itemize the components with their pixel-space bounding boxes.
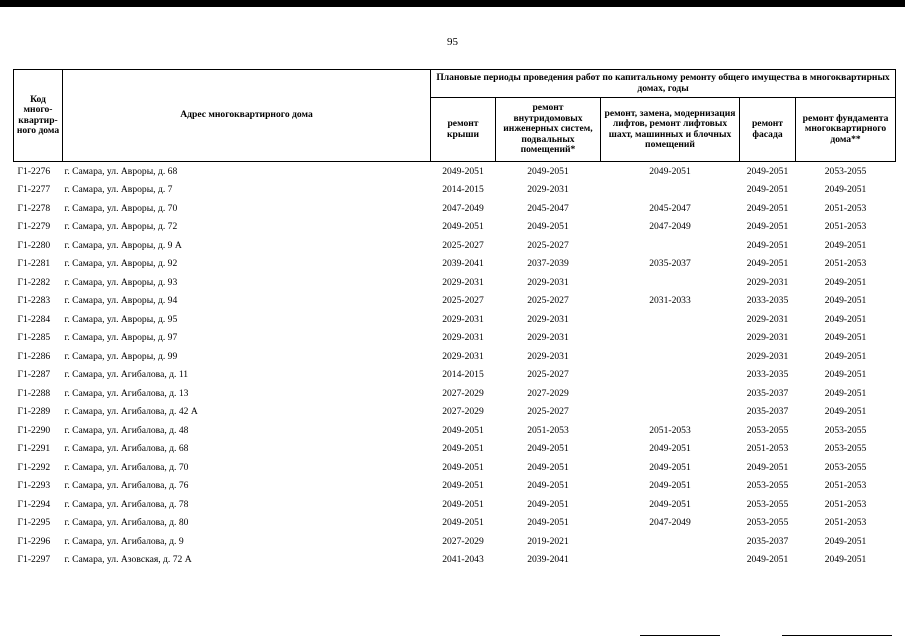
cell-code: Г1-2281	[17, 258, 51, 270]
cell-code: Г1-2277	[17, 184, 51, 196]
cell-foundation: 2051-2053	[824, 221, 867, 233]
cell-address: г. Самара, ул. Авроры, д. 99	[64, 350, 178, 362]
cell-elevators: 2031-2033	[649, 295, 691, 307]
cell-internal-systems: 2039-2041	[527, 554, 569, 566]
cell-elevators	[601, 403, 740, 422]
cell-foundation: 2049-2051	[824, 184, 867, 196]
table-body	[14, 162, 896, 570]
cell-code: Г1-2276	[17, 165, 51, 177]
cell-address: г. Самара, ул. Агибалова, д. 42 А	[64, 406, 198, 418]
cell-address: г. Самара, ул. Авроры, д. 92	[64, 258, 178, 270]
header-code: Код много-квартир-ного дома	[14, 70, 63, 162]
table-row	[14, 458, 896, 477]
cell-address: г. Самара, ул. Авроры, д. 93	[64, 276, 178, 288]
cell-internal-systems: 2025-2027	[527, 406, 569, 418]
cell-address: г. Самара, ул. Авроры, д. 9 А	[64, 239, 182, 251]
header-foundation: ремонт фундамента многоквартирного дома**	[796, 98, 896, 162]
bottom-edge-line-right	[782, 635, 892, 636]
cell-internal-systems: 2049-2051	[527, 221, 569, 233]
cell-address: г. Самара, ул. Авроры, д. 70	[64, 202, 178, 214]
table-row	[14, 440, 896, 459]
table-row	[14, 329, 896, 348]
cell-internal-systems: 2029-2031	[527, 332, 569, 344]
cell-facade: 2049-2051	[746, 202, 789, 214]
cell-code: Г1-2279	[17, 221, 51, 233]
cell-facade: 2049-2051	[746, 554, 789, 566]
cell-code: Г1-2294	[17, 498, 51, 510]
cell-facade: 2035-2037	[746, 406, 789, 418]
cell-elevators	[601, 181, 740, 200]
scan-top-border	[0, 0, 905, 7]
bottom-edge-line-left	[640, 635, 720, 636]
cell-facade: 2049-2051	[746, 221, 789, 233]
cell-foundation: 2049-2051	[824, 350, 867, 362]
cell-address: г. Самара, ул. Азовская, д. 72 А	[64, 554, 192, 566]
cell-elevators: 2049-2051	[649, 165, 691, 177]
cell-internal-systems: 2049-2051	[527, 443, 569, 455]
cell-internal-systems: 2049-2051	[527, 165, 569, 177]
cell-roof: 2027-2029	[442, 406, 484, 418]
cell-elevators	[601, 532, 740, 551]
cell-foundation: 2053-2055	[824, 424, 867, 436]
cell-address: г. Самара, ул. Авроры, д. 97	[64, 332, 178, 344]
table-row	[14, 384, 896, 403]
cell-foundation: 2049-2051	[824, 332, 867, 344]
header-internal-systems: ремонт внутридомовых инженерных систем, подвальных помещений*	[496, 98, 601, 162]
cell-roof: 2041-2043	[442, 554, 484, 566]
cell-foundation: 2049-2051	[824, 313, 867, 325]
cell-internal-systems: 2029-2031	[527, 276, 569, 288]
cell-code: Г1-2284	[17, 313, 51, 325]
cell-elevators	[601, 310, 740, 329]
cell-internal-systems: 2049-2051	[527, 517, 569, 529]
page-number: 95	[447, 36, 458, 48]
cell-foundation: 2049-2051	[824, 535, 867, 547]
cell-address: г. Самара, ул. Агибалова, д. 9	[64, 535, 184, 547]
cell-code: Г1-2296	[17, 535, 51, 547]
cell-foundation: 2049-2051	[824, 406, 867, 418]
cell-facade: 2049-2051	[746, 165, 789, 177]
cell-foundation: 2049-2051	[824, 554, 867, 566]
cell-roof: 2049-2051	[442, 517, 484, 529]
cell-foundation: 2053-2055	[824, 461, 867, 473]
cell-facade: 2035-2037	[746, 535, 789, 547]
table-row	[14, 532, 896, 551]
cell-facade: 2049-2051	[746, 184, 789, 196]
cell-elevators: 2035-2037	[649, 258, 691, 270]
table-row	[14, 495, 896, 514]
cell-elevators: 2049-2051	[649, 443, 691, 455]
table-row	[14, 273, 896, 292]
cell-internal-systems: 2029-2031	[527, 313, 569, 325]
cell-address: г. Самара, ул. Авроры, д. 94	[64, 295, 178, 307]
cell-address: г. Самара, ул. Агибалова, д. 68	[64, 443, 189, 455]
cell-address: г. Самара, ул. Агибалова, д. 48	[64, 424, 189, 436]
cell-foundation: 2051-2053	[824, 202, 867, 214]
table-row	[14, 236, 896, 255]
cell-internal-systems: 2049-2051	[527, 461, 569, 473]
cell-address: г. Самара, ул. Авроры, д. 7	[64, 184, 173, 196]
cell-code: Г1-2290	[17, 424, 51, 436]
cell-roof: 2049-2051	[442, 443, 484, 455]
table-row	[14, 310, 896, 329]
cell-elevators	[601, 347, 740, 366]
cell-foundation: 2049-2051	[824, 239, 867, 251]
cell-foundation: 2051-2053	[824, 498, 867, 510]
cell-roof: 2049-2051	[442, 498, 484, 510]
cell-internal-systems: 2027-2029	[527, 387, 569, 399]
table-row	[14, 477, 896, 496]
table-row	[14, 514, 896, 533]
cell-roof: 2025-2027	[442, 239, 484, 251]
cell-address: г. Самара, ул. Авроры, д. 95	[64, 313, 178, 325]
cell-facade: 2029-2031	[746, 332, 789, 344]
cell-facade: 2049-2051	[746, 258, 789, 270]
cell-foundation: 2053-2055	[824, 443, 867, 455]
cell-internal-systems: 2049-2051	[527, 498, 569, 510]
cell-roof: 2029-2031	[442, 276, 484, 288]
cell-elevators	[601, 236, 740, 255]
cell-roof: 2049-2051	[442, 461, 484, 473]
cell-code: Г1-2292	[17, 461, 51, 473]
cell-code: Г1-2288	[17, 387, 51, 399]
cell-internal-systems: 2025-2027	[527, 239, 569, 251]
table-row	[14, 199, 896, 218]
cell-roof: 2049-2051	[442, 165, 484, 177]
cell-code: Г1-2283	[17, 295, 51, 307]
cell-facade: 2049-2051	[746, 461, 789, 473]
cell-foundation: 2051-2053	[824, 258, 867, 270]
cell-roof: 2049-2051	[442, 424, 484, 436]
table-row	[14, 181, 896, 200]
cell-elevators: 2049-2051	[649, 480, 691, 492]
cell-address: г. Самара, ул. Агибалова, д. 80	[64, 517, 189, 529]
cell-facade: 2049-2051	[746, 239, 789, 251]
cell-foundation: 2049-2051	[824, 276, 867, 288]
cell-roof: 2025-2027	[442, 295, 484, 307]
cell-elevators: 2049-2051	[649, 461, 691, 473]
cell-code: Г1-2280	[17, 239, 51, 251]
header-address: Адрес многоквартирного дома	[63, 70, 431, 162]
cell-facade: 2053-2055	[746, 498, 789, 510]
cell-code: Г1-2295	[17, 517, 51, 529]
cell-facade: 2035-2037	[746, 387, 789, 399]
cell-code: Г1-2285	[17, 332, 51, 344]
cell-code: Г1-2291	[17, 443, 51, 455]
table-row	[14, 292, 896, 311]
cell-roof: 2029-2031	[442, 313, 484, 325]
cell-address: г. Самара, ул. Авроры, д. 72	[64, 221, 178, 233]
cell-elevators	[601, 384, 740, 403]
cell-roof: 2029-2031	[442, 332, 484, 344]
cell-facade: 2029-2031	[746, 350, 789, 362]
table-row	[14, 551, 896, 570]
cell-foundation: 2049-2051	[824, 295, 867, 307]
header-roof: ремонт крыши	[431, 98, 496, 162]
cell-roof: 2049-2051	[442, 480, 484, 492]
cell-internal-systems: 2051-2053	[527, 424, 569, 436]
table-row	[14, 218, 896, 237]
cell-address: г. Самара, ул. Агибалова, д. 78	[64, 498, 189, 510]
cell-roof: 2039-2041	[442, 258, 484, 270]
cell-roof: 2014-2015	[442, 369, 484, 381]
table-row	[14, 162, 896, 181]
cell-elevators	[601, 551, 740, 570]
cell-code: Г1-2287	[17, 369, 51, 381]
cell-elevators: 2047-2049	[649, 221, 691, 233]
table-row	[14, 366, 896, 385]
cell-elevators	[601, 329, 740, 348]
cell-internal-systems: 2029-2031	[527, 350, 569, 362]
cell-foundation: 2053-2055	[824, 165, 867, 177]
cell-elevators	[601, 273, 740, 292]
table-row	[14, 421, 896, 440]
cell-elevators: 2045-2047	[649, 202, 691, 214]
cell-internal-systems: 2019-2021	[527, 535, 569, 547]
cell-roof: 2027-2029	[442, 535, 484, 547]
cell-roof: 2014-2015	[442, 184, 484, 196]
cell-facade: 2053-2055	[746, 480, 789, 492]
cell-code: Г1-2297	[17, 554, 51, 566]
cell-foundation: 2049-2051	[824, 387, 867, 399]
cell-internal-systems: 2037-2039	[527, 258, 569, 270]
cell-elevators: 2049-2051	[649, 498, 691, 510]
cell-elevators: 2051-2053	[649, 424, 691, 436]
table-row	[14, 403, 896, 422]
cell-elevators: 2047-2049	[649, 517, 691, 529]
header-periods-group: Плановые периоды проведения работ по капитальному ремонту общего имущества в многоквартирных домах, годы	[431, 70, 896, 98]
cell-elevators	[601, 366, 740, 385]
cell-roof: 2047-2049	[442, 202, 484, 214]
cell-internal-systems: 2049-2051	[527, 480, 569, 492]
table-row	[14, 347, 896, 366]
cell-code: Г1-2289	[17, 406, 51, 418]
cell-address: г. Самара, ул. Агибалова, д. 11	[64, 369, 189, 381]
cell-foundation: 2051-2053	[824, 517, 867, 529]
cell-internal-systems: 2025-2027	[527, 369, 569, 381]
cell-foundation: 2049-2051	[824, 369, 867, 381]
cell-roof: 2029-2031	[442, 350, 484, 362]
cell-internal-systems: 2045-2047	[527, 202, 569, 214]
cell-address: г. Самара, ул. Агибалова, д. 70	[64, 461, 189, 473]
cell-address: г. Самара, ул. Агибалова, д. 13	[64, 387, 189, 399]
cell-code: Г1-2278	[17, 202, 51, 214]
cell-facade: 2053-2055	[746, 424, 789, 436]
cell-facade: 2029-2031	[746, 276, 789, 288]
cell-roof: 2049-2051	[442, 221, 484, 233]
cell-facade: 2033-2035	[746, 369, 789, 381]
cell-address: г. Самара, ул. Агибалова, д. 76	[64, 480, 189, 492]
cell-address: г. Самара, ул. Авроры, д. 68	[64, 165, 178, 177]
table-row	[14, 255, 896, 274]
cell-roof: 2027-2029	[442, 387, 484, 399]
cell-facade: 2051-2053	[746, 443, 789, 455]
cell-code: Г1-2293	[17, 480, 51, 492]
cell-facade: 2033-2035	[746, 295, 789, 307]
cell-internal-systems: 2025-2027	[527, 295, 569, 307]
header-facade: ремонт фасада	[740, 98, 796, 162]
cell-code: Г1-2286	[17, 350, 51, 362]
cell-foundation: 2051-2053	[824, 480, 867, 492]
cell-facade: 2053-2055	[746, 517, 789, 529]
header-elevators: ремонт, замена, модернизация лифтов, ремонт лифтовых шахт, машинных и блочных помещений	[601, 98, 740, 162]
cell-facade: 2029-2031	[746, 313, 789, 325]
cell-internal-systems: 2029-2031	[527, 184, 569, 196]
capital-repair-schedule-table	[13, 69, 896, 569]
cell-code: Г1-2282	[17, 276, 51, 288]
